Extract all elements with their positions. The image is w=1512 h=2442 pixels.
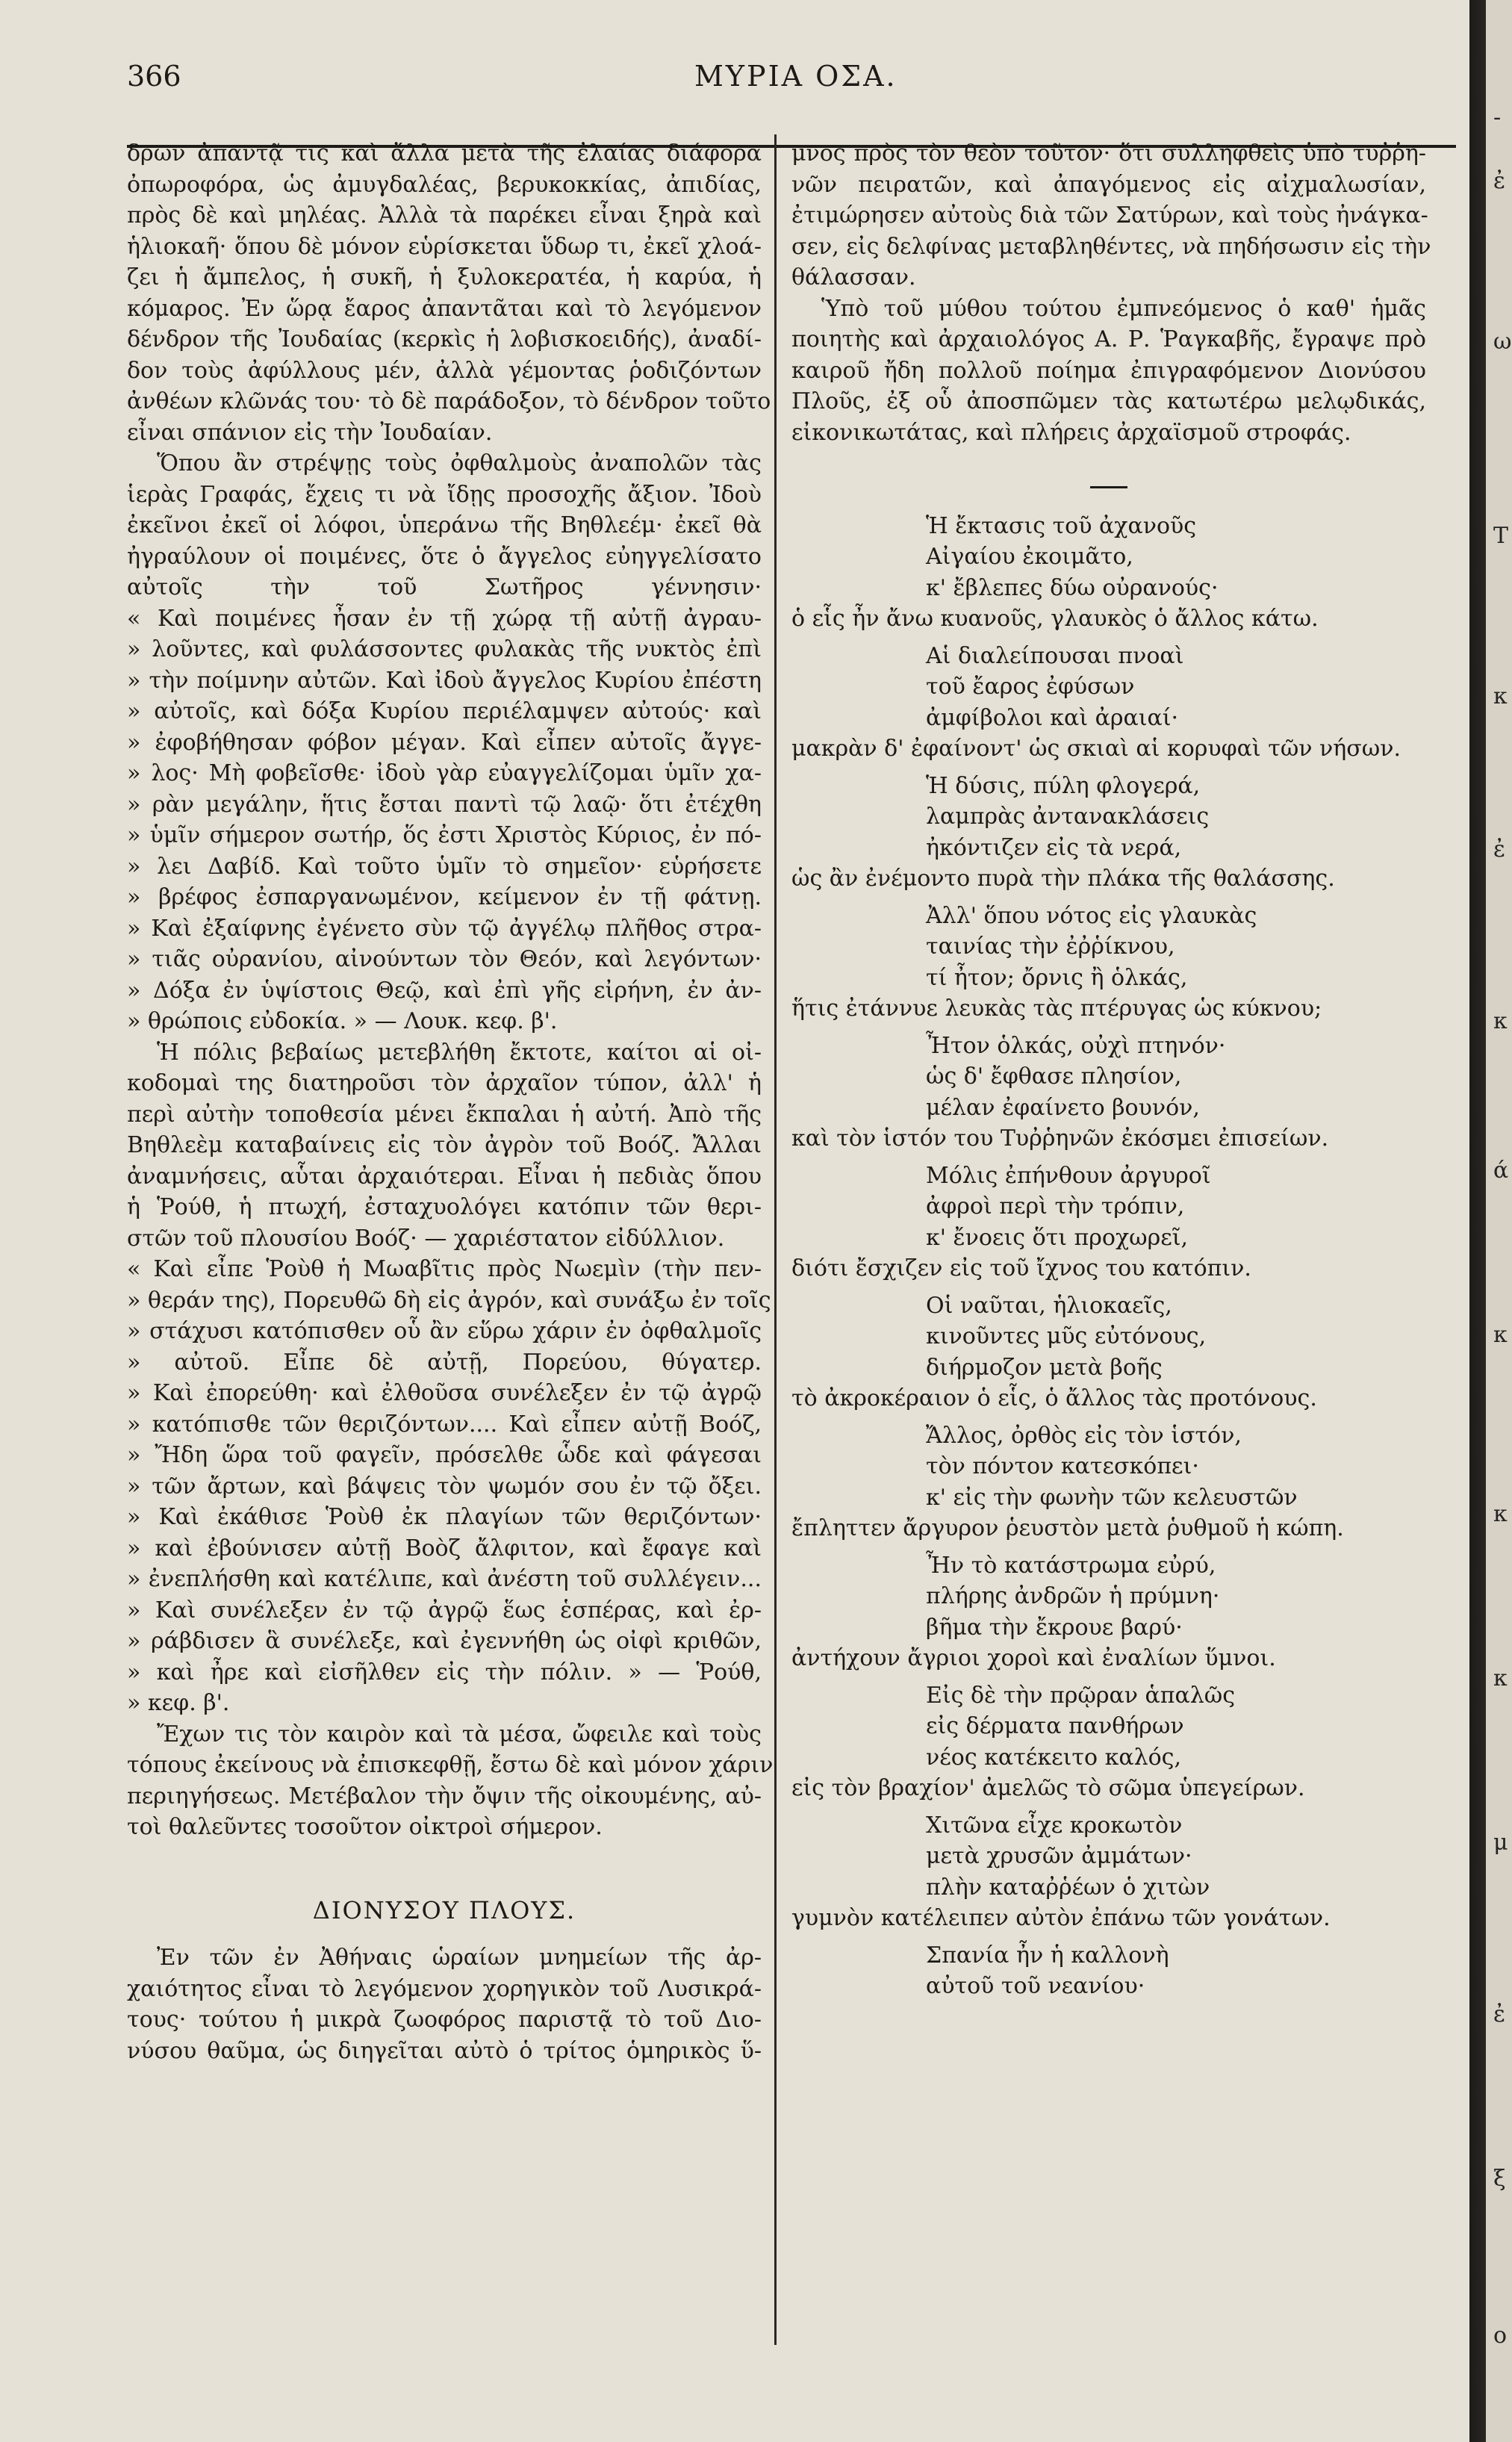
text-line: αὐτοῖς τὴν τοῦ Σωτῆρος γέννησιν· [127,574,762,600]
poem-line: μετὰ χρυσῶν ἀμμάτων· [926,1843,1192,1869]
section-divider [791,470,1426,502]
poem-line: καὶ τὸν ἱστόν του Τυῤῥηνῶν ἐκόσμει ἐπισείων. [791,1125,1329,1152]
poem-line: Οἱ ναῦται, ἡλιοκαεῖς, [926,1292,1172,1319]
text-line: Βηθλεὲμ καταβαίνεις εἰς τὸν ἀγρὸν τοῦ Βοόζ. Ἄλλαι [127,1132,762,1158]
facing-page-char: ἐ [1493,836,1506,863]
poem-line: τί ἦτον; ὄρνις ἢ ὁλκάς, [926,964,1188,991]
text-line: » ἐφοβήθησαν φόβον μέγαν. Καὶ εἶπεν αὐτοῖς ἄγγε- [127,729,762,756]
left-column-text [127,138,774,1843]
text-line: « Καὶ ποιμένες ἦσαν ἐν τῇ χώρᾳ τῇ αὐτῇ ἀγραυ- [127,605,762,632]
poem-line: ὡς δ' ἔφθασε πλησίον, [926,1063,1182,1090]
facing-page-char: ἐ [1493,168,1506,194]
right-column-prose [791,138,1431,448]
facing-page-char: ξ [1493,2166,1506,2192]
text-line: Ὑπὸ τοῦ μύθου τούτου ἐμπνεόμενος ὁ καθ' ἡμᾶς [821,295,1426,322]
facing-page-char: κ [1493,1501,1508,1527]
text-line: στῶν τοῦ πλουσίου Βοόζ· — χαριέστατον εἰδύλλιον. [127,1225,725,1252]
facing-page-char: ο [1493,2323,1508,2349]
poem-line: Χιτῶνα εἶχε κροκωτὸν [926,1812,1183,1839]
text-line: » λοῦντες, καὶ φυλάσσοντες φυλακὰς τῆς νυκτὸς ἐπὶ [127,636,762,662]
text-line: » λος· Μὴ φοβεῖσθε· ἰδοὺ γὰρ εὐαγγελίζομαι ὑμῖν χα- [127,760,762,786]
poem-line: νέος κατέκειτο καλός, [926,1744,1181,1771]
text-line: » ἐνεπλήσθη καὶ κατέλιπε, καὶ ἀνέστη τοῦ συλλέγειν... [127,1566,762,1592]
text-line: ποιητὴς καὶ ἀρχαιολόγος Α. Ρ. Ῥαγκαβῆς, ἔγραψε πρὸ [791,326,1426,352]
text-line: ὀπωροφόρα, ὡς ἀμυγδαλέας, βερυκοκκίας, ἀπιδίας, [127,171,762,198]
poem-line: ἀμφίβολοι καὶ ἀραιαί· [926,704,1179,731]
poem-stanza [791,1680,1426,1804]
poem-line: Μόλις ἐπήνθουν ἀργυροῖ [926,1162,1211,1189]
text-line: νύσου θαῦμα, ὡς διηγεῖται αὐτὸ ὁ τρίτος ὁμηρικὸς ὕ- [127,2037,762,2064]
poem-line: ὡς ἂν ἐνέμοντο πυρὰ τὴν πλάκα τῆς θαλάσσης. [791,866,1335,892]
text-line: δον τοὺς ἀφύλλους μέν, ἀλλὰ γέμοντας ῥοδιζόντων [127,357,762,384]
poem-line: ταινίας τὴν ἐῤῥίκνου, [926,933,1175,960]
text-line: πρὸς δὲ καὶ μηλέας. Ἀλλὰ τὰ παρέκει εἶναι ξηρὰ καὶ [127,202,762,229]
poem-line: Ἡ δύσις, πύλη φλογερά, [926,772,1201,799]
text-line: ἱερὰς Γραφάς, ἔχεις τι νὰ ἴδῃς προσοχῆς ἄξιον. Ἰδοὺ [127,481,762,508]
text-line: κοδομαὶ της διατηροῦσι τὸν ἀρχαῖον τύπον, ἀλλ' ἡ [127,1070,762,1096]
poem-line: μακρὰν δ' ἐφαίνοντ' ὡς σκιαὶ αἱ κορυφαὶ τῶν νήσων. [791,736,1401,762]
poem-line: ἥτις ἐτάννυε λευκὰς τὰς πτέρυγας ὡς κύκνου; [791,995,1322,1022]
poem-line: ἔπληττεν ἄργυρον ῥευστὸν μετὰ ῥυθμοῦ ἡ κώπη. [791,1515,1344,1541]
facing-page-char: κ [1493,1008,1508,1034]
text-line: σεν, εἰς δελφίνας μεταβληθέντες, νὰ πηδήσωσιν εἰς τὴν [791,233,1431,260]
text-line: » τὴν ποίμνην αὐτῶν. Καὶ ἰδοὺ ἄγγελος Κυρίου ἐπέστη [127,667,762,694]
poem-line: Ἀλλ' ὅπου νότος εἰς γλαυκὰς [926,902,1257,929]
text-line: » τιᾶς οὐρανίου, αἰνούντων τὸν Θεόν, καὶ λεγόντων· [127,946,762,972]
text-line: » Καὶ συνέλεξεν ἐν τῷ ἀγρῷ ἕως ἑσπέρας, καὶ ἐρ- [127,1597,762,1624]
poem-line: λαμπρὰς ἀντανακλάσεις [926,804,1210,830]
poem-line: Αἱ διαλείπουσαι πνοαὶ [926,642,1184,669]
poem-line: Αἰγαίου ἐκοιμᾶτο, [926,544,1133,570]
text-line: » τῶν ἄρτων, καὶ βάψεις τὸν ψωμόν σου ἐν τῷ ὄξει. [127,1473,762,1500]
page-number: 366 [127,60,181,93]
poem-line: ἀντήχουν ἄγριοι χοροὶ καὶ ἐναλίων ὕμνοι. [791,1645,1276,1671]
text-line: » αὐτοῦ. Εἶπε δὲ αὐτῇ, Πορεύου, θύγατερ. [127,1349,762,1376]
text-line: Ἡ πόλις βεβαίως μετεβλήθη ἔκτοτε, καίτοι αἱ οἰ- [157,1039,762,1066]
text-line: » καὶ ἐβούνισεν αὐτῇ Βοὸζ ἄλφιτον, καὶ ἔφαγε καὶ [127,1535,762,1562]
poem-stanza [791,901,1426,1025]
facing-page-char: κ [1493,1322,1508,1348]
poem-stanza [791,641,1426,765]
facing-page-char: ά [1493,1158,1509,1184]
page-header [0,46,1469,106]
text-line: Πλοῦς, ἐξ οὗ ἀποσπῶμεν τὰς κατωτέρω μελῳδικάς, [791,388,1426,414]
text-line: ἀνθέων κλῶνάς του· τὸ δὲ παράδοξον, τὸ δένδρον τοῦτο [127,388,771,414]
poem-stanza [791,1031,1426,1155]
text-line: » αὐτοῖς, καὶ δόξα Κυρίου περιέλαμψεν αὐτούς· καὶ [127,698,762,724]
text-line: τους· τούτου ἡ μικρὰ ζωοφόρος παριστᾷ τὸ τοῦ Διο- [127,2007,762,2033]
text-line: » Δόξα ἐν ὑψίστοις Θεῷ, καὶ ἐπὶ γῆς εἰρήνη, ἐν ἀν- [127,977,762,1004]
text-line: » Καὶ ἐξαίφνης ἐγένετο σὺν τῷ ἀγγέλῳ πλῆθος στρα- [127,915,762,942]
text-line: καιροῦ ἤδη πολλοῦ ποίημα ἐπιγραφόμενον Διονύσου [791,357,1426,384]
poem-line: μέλαν ἐφαίνετο βουνόν, [926,1094,1200,1121]
facing-page-char: Τ [1493,523,1509,549]
poem-line: εἰς δέρματα πανθήρων [926,1713,1184,1739]
poem-stanza [791,1550,1426,1674]
poem-line: ἀφροὶ περὶ τὴν τρόπιν, [926,1193,1185,1220]
text-line: περιηγήσεως. Μετέβαλον τὴν ὄψιν τῆς οἰκουμένης, αὐ- [127,1783,762,1809]
facing-page-char: μ [1493,1830,1508,1856]
poem-stanza [791,1810,1426,1934]
poem-stanza [791,771,1426,895]
right-column [791,138,1431,2002]
poem-line: πλήρης ἀνδρῶν ἡ πρύμνη· [926,1583,1220,1609]
text-line: ἀναμνήσεις, αὗται ἀρχαιότεραι. Εἶναι ἡ πεδιὰς ὅπου [127,1163,762,1190]
poem-line: Σπανία ἦν ἡ καλλονὴ [926,1942,1169,1969]
poem-line: Ἄλλος, ὀρθὸς εἰς τὸν ἱστόν, [926,1422,1242,1449]
text-line: ἐκεῖνοι ἐκεῖ οἱ λόφοι, ὑπεράνω τῆς Βηθλεέμ· ἐκεῖ θὰ [127,512,762,538]
poem-stanza [791,1420,1426,1544]
text-line: τόπους ἐκείνους νὰ ἐπισκεφθῇ, ἔστω δὲ καὶ μόνον χάριν [127,1752,774,1778]
section-intro-text [127,1942,762,2066]
running-title: ΜΥΡΙΑ ΟΣΑ. [694,60,897,93]
text-line: » θρώποις εὐδοκία. » — Λουκ. κεφ. β'. [127,1008,558,1034]
poem-line: κ' ἔβλεπες δύω οὐρανούς· [926,574,1219,601]
text-line: « Καὶ εἶπε Ῥοὺθ ἡ Μωαβῖτις πρὸς Νωεμὶν (τὴν πεν- [127,1256,762,1282]
text-line: ἡλιοκαῆ· ὅπου δὲ μόνον εὑρίσκεται ὕδωρ τι, ἐκεῖ χλοά- [127,233,762,260]
poem-line: ὁ εἷς ἦν ἄνω κυανοῦς, γλαυκὸς ὁ ἄλλος κάτω. [791,606,1319,632]
facing-page-edge [1486,0,1512,2442]
text-line: » ράβδισεν ἃ συνέλεξε, καὶ ἐγεννήθη ὡς οἰφὶ κριθῶν, [127,1628,762,1654]
text-line: » κατόπισθε τῶν θεριζόντων.... Καὶ εἶπεν αὐτῇ Βοόζ, [127,1411,762,1438]
text-line: χαιότητος εἶναι τὸ λεγόμενον χορηγικὸν τοῦ Λυσικρά- [127,1975,762,2002]
facing-page-char: ω [1493,329,1512,355]
poem-line: κ' ἔνοεις ὅτι προχωρεῖ, [926,1224,1189,1251]
text-line: ἡ Ῥούθ, ἡ πτωχή, ἐσταχυολόγει κατόπιν τῶν θερι- [127,1194,762,1220]
poem-line: Εἰς δὲ τὴν πρῷραν ἁπαλῶς [926,1682,1236,1709]
text-line: » Ἤδη ὥρα τοῦ φαγεῖν, πρόσελθε ὧδε καὶ φάγεσαι [127,1442,762,1468]
text-line: » βρέφος ἐσπαργανωμένον, κείμενον ἐν τῇ φάτνῃ. [127,884,762,910]
poem-line: γυμνὸν κατέλειπεν αὐτὸν ἐπάνω τῶν γονάτων. [791,1905,1331,1931]
text-line: » θεράν της), Πορευθῶ δὴ εἰς ἀγρόν, καὶ συνάξω ἐν τοῖς [127,1287,771,1314]
text-line: » λει Δαβίδ. Καὶ τοῦτο ὑμῖν τὸ σημεῖον· εὑρήσετε [127,853,762,880]
section-title: ΔΙΟΝΥΣΟΥ ΠΛΟΥΣ. [312,1895,576,1924]
poem-line: διότι ἔσχιζεν εἰς τοῦ ἴχνος του κατόπιν. [791,1255,1251,1281]
poem [791,511,1426,2002]
poem-stanza [791,1161,1426,1284]
poem-line: Ἦν τὸ κατάστρωμα εὐρύ, [926,1552,1216,1579]
text-line: » ὑμῖν σήμερον σωτήρ, ὅς ἐστι Χριστὸς Κύριος, ἐν πό- [127,822,762,848]
poem-line: κινοῦντες μῦς εὐτόνους, [926,1323,1207,1349]
text-line: δρων ἀπαντᾷ τις καὶ ἄλλα μετὰ τῆς ἐλαίας διάφορα [127,140,762,167]
poem-line: πλὴν καταῤῥέων ὁ χιτὼν [926,1874,1210,1901]
facing-page-char: κ [1493,1665,1508,1691]
left-column [127,138,774,2066]
text-line: θάλασσαν. [791,264,916,291]
text-line: δένδρον τῆς Ἰουδαίας (κερκὶς ἡ λοβισκοειδής), ἀναδί- [127,326,762,352]
poem-line: τὸ ἀκροκέραιον ὁ εἷς, ὁ ἄλλος τὰς προτόνους. [791,1385,1317,1411]
text-line: » καὶ ἦρε καὶ εἰσῆλθεν εἰς τὴν πόλιν. » — Ῥούθ, [127,1659,762,1686]
poem-line: κ' εἰς τὴν φωνὴν τῶν κελευστῶν [926,1484,1298,1511]
text-line: ἠγραύλουν οἱ ποιμένες, ὅτε ὁ ἄγγελος εὐηγγελίσατο [127,543,762,570]
text-line: » ρὰν μεγάλην, ἥτις ἔσται παντὶ τῷ λαῷ· ὅτι ἐτέχθη [127,791,762,818]
poem-stanza [791,1290,1426,1414]
text-line: Ἐν τῶν ἐν Ἀθήναις ὡραίων μνημείων τῆς ἀρ- [157,1945,762,1971]
poem-line: Ἡ ἔκτασις τοῦ ἀχανοῦς [926,512,1197,539]
poem-line: ἠκόντιζεν εἰς τὰ νερά, [926,834,1182,861]
text-line: » στάχυσι κατόπισθεν οὗ ἂν εὕρω χάριν ἐν ὀφθαλμοῖς [127,1318,762,1344]
text-line: » Καὶ ἐπορεύθη· καὶ ἐλθοῦσα συνέλεξεν ἐν τῷ ἀγρῷ [127,1380,762,1406]
text-line: νῶν πειρατῶν, καὶ ἀπαγόμενος εἰς αἰχμαλωσίαν, [791,171,1426,198]
poem-line: βῆμα τὴν ἔκρουε βαρύ· [926,1614,1183,1641]
text-line: Ἔχων τις τὸν καιρὸν καὶ τὰ μέσα, ὤφειλε καὶ τοὺς [157,1721,762,1747]
text-line: κόμαρος. Ἐν ὥρᾳ ἔαρος ἀπαντᾶται καὶ τὸ λεγόμενον [127,295,762,322]
text-line: ἐτιμώρησεν αὐτοὺς διὰ τῶν Σατύρων, καὶ τοὺς ἠνάγκα- [791,202,1428,229]
facing-page-char: ἐ [1493,2001,1506,2028]
text-line: εἶναι σπάνιον εἰς τὴν Ἰουδαίαν. [127,419,493,446]
facing-page-char: κ [1493,683,1508,709]
poem-line: τὸν πόντον κατεσκόπει· [926,1453,1199,1479]
poem-line: Ἦτον ὁλκάς, οὐχὶ πτηνόν· [926,1032,1226,1059]
text-line: τοὶ θαλεῦντες τοσοῦτον οἰκτροὶ σήμερον. [127,1814,603,1840]
text-line: εἰκονικωτάτας, καὶ πλήρεις ἀρχαϊσμοῦ στροφάς. [791,419,1351,446]
text-line: περὶ αὐτὴν τοποθεσία μένει ἔκπαλαι ἡ αὐτή. Ἀπὸ τῆς [127,1101,762,1128]
text-line: Ὅπου ἂν στρέψῃς τοὺς ὀφθαλμοὺς ἀναπολῶν τὰς [157,450,762,476]
facing-page-char: - [1493,105,1502,131]
poem-stanza [791,1940,1426,2002]
text-line: μνος πρὸς τὸν θεὸν τοῦτον· ὅτι συλληφθεὶς ὑπὸ τυῤῥη- [791,140,1426,167]
poem-line: εἰς τὸν βραχίον' ἀμελῶς τὸ σῶμα ὑπεγείρων. [791,1775,1305,1801]
poem-line: τοῦ ἔαρος ἐφύσων [926,674,1135,700]
poem-line: αὐτοῦ τοῦ νεανίου· [926,1973,1145,1999]
poem-line: διήρμοζον μετὰ βοῆς [926,1354,1163,1381]
text-line: » Καὶ ἐκάθισε Ῥοὺθ ἐκ πλαγίων τῶν θεριζόντων· [127,1504,762,1530]
text-line: » κεφ. β'. [127,1690,230,1716]
text-line: ζει ἡ ἄμπελος, ἡ συκῆ, ἡ ξυλοκερατέα, ἡ καρύα, ἡ [127,264,762,291]
poem-stanza [791,511,1426,635]
column-divider [774,134,777,2345]
